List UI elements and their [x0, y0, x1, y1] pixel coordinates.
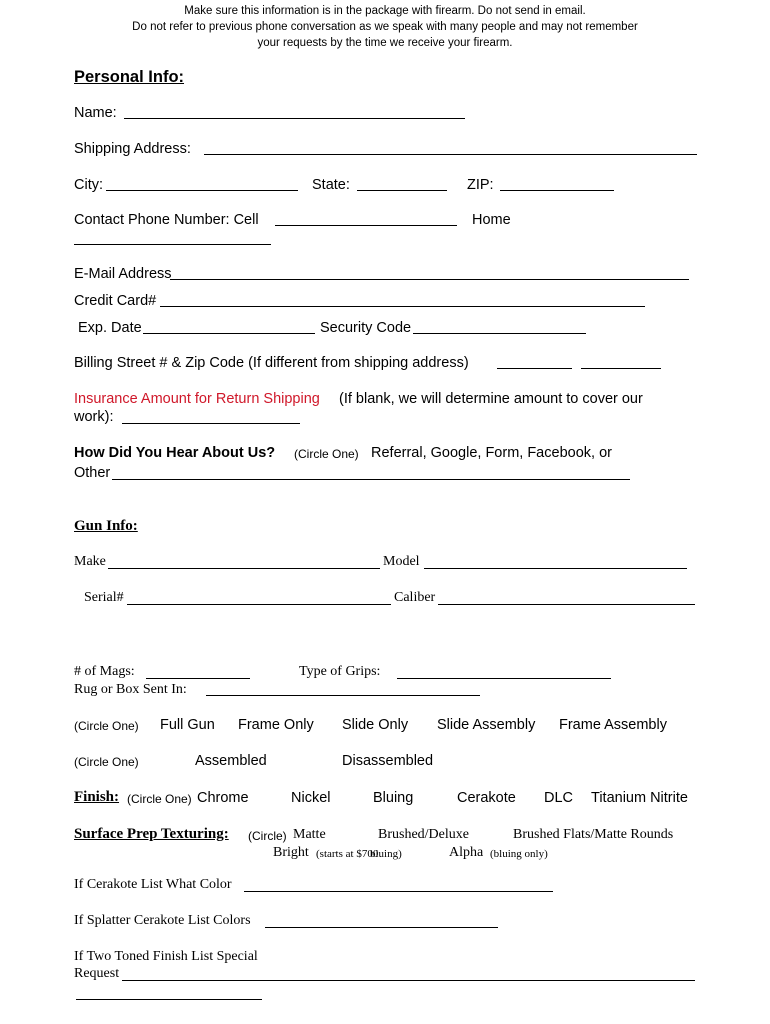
insurance-note-work: work): [74, 409, 114, 425]
splatter-colors-field[interactable] [265, 927, 498, 928]
cerakote-color-label: If Cerakote List What Color [74, 877, 232, 892]
home-phone-label: Home [472, 212, 511, 228]
splatter-colors-label: If Splatter Cerakote List Colors [74, 913, 251, 928]
request-field[interactable] [122, 980, 695, 981]
caliber-label: Caliber [394, 590, 436, 605]
notice-line-1: Make sure this information is in the package with firearm. Do not send in email. [184, 5, 586, 17]
option-slide-only[interactable]: Slide Only [342, 717, 409, 733]
finish-nickel[interactable]: Nickel [291, 790, 331, 806]
cerakote-color-field[interactable] [244, 891, 553, 892]
surface-prep-label: Surface Prep Texturing: [74, 826, 229, 842]
finish-bluing[interactable]: Bluing [373, 790, 414, 806]
city-label: City: [74, 177, 103, 193]
alpha-note: (bluing only) [490, 848, 548, 860]
insurance-note: (If blank, we will determine amount to cover our [339, 391, 643, 407]
texture-alpha[interactable]: Alpha [449, 845, 484, 860]
name-field[interactable] [124, 118, 465, 119]
mags-label: # of Mags: [74, 664, 135, 679]
finish-circle-one: (Circle One) [127, 792, 192, 806]
assembly-circle-one: (Circle One) [74, 755, 139, 769]
caliber-field[interactable] [438, 604, 695, 605]
finish-label: Finish: [74, 789, 120, 805]
zip-field[interactable] [500, 190, 614, 191]
billing-zip-field[interactable] [581, 368, 661, 369]
cell-phone-label: Contact Phone Number: Cell [74, 212, 259, 228]
state-field[interactable] [357, 190, 447, 191]
state-label: State: [312, 177, 350, 193]
other-label: Other [74, 465, 111, 481]
name-label: Name: [74, 105, 117, 121]
cell-phone-field[interactable] [275, 225, 457, 226]
bright-note-bluing: bluing) [370, 848, 402, 860]
city-field[interactable] [106, 190, 298, 191]
exp-date-label: Exp. Date [78, 320, 142, 336]
hear-options[interactable]: Referral, Google, Form, Facebook, or [371, 445, 612, 461]
personal-info-heading: Personal Info: [74, 68, 185, 86]
model-label: Model [383, 554, 420, 569]
option-frame-assembly[interactable]: Frame Assembly [559, 717, 667, 733]
credit-card-label: Credit Card# [74, 293, 157, 309]
other-field[interactable] [112, 479, 630, 480]
gun-info-heading: Gun Info: [74, 518, 138, 534]
parts-circle-one: (Circle One) [74, 719, 139, 733]
credit-card-field[interactable] [160, 306, 645, 307]
shipping-address-label: Shipping Address: [74, 141, 191, 157]
make-label: Make [74, 554, 106, 569]
option-full-gun[interactable]: Full Gun [160, 717, 215, 733]
rug-box-field[interactable] [206, 695, 480, 696]
grips-label: Type of Grips: [299, 664, 381, 679]
billing-label: Billing Street # & Zip Code (If different from shipping address) [74, 355, 469, 371]
email-label: E-Mail Address [74, 266, 172, 282]
security-code-field[interactable] [413, 333, 586, 334]
texture-matte[interactable]: Matte [293, 827, 326, 842]
two-tone-label: If Two Toned Finish List Special [74, 949, 258, 964]
option-frame-only[interactable]: Frame Only [238, 717, 314, 733]
rug-box-label: Rug or Box Sent In: [74, 682, 187, 697]
model-field[interactable] [424, 568, 687, 569]
hear-about-label: How Did You Hear About Us? [74, 445, 276, 461]
finish-dlc[interactable]: DLC [544, 790, 574, 806]
option-assembled[interactable]: Assembled [195, 753, 267, 769]
shipping-address-field[interactable] [204, 154, 697, 155]
texture-brushed-flats[interactable]: Brushed Flats/Matte Rounds [513, 827, 674, 842]
grips-field[interactable] [397, 678, 611, 679]
option-disassembled[interactable]: Disassembled [342, 753, 434, 769]
billing-street-field[interactable] [497, 368, 572, 369]
zip-label: ZIP: [467, 177, 494, 193]
make-field[interactable] [108, 568, 380, 569]
texture-bright[interactable]: Bright [273, 845, 309, 860]
email-field[interactable] [170, 279, 689, 280]
serial-field[interactable] [127, 604, 391, 605]
finish-titanium-nitrite[interactable]: Titanium Nitrite [591, 790, 688, 806]
mags-field[interactable] [146, 678, 250, 679]
texture-brushed-deluxe[interactable]: Brushed/Deluxe [378, 827, 469, 842]
request-label: Request [74, 966, 120, 981]
security-code-label: Security Code [320, 320, 412, 336]
finish-cerakote[interactable]: Cerakote [457, 790, 516, 806]
bright-note: (starts at $700 [316, 848, 379, 860]
serial-label: Serial# [84, 590, 124, 605]
notice-line-3: your requests by the time we receive your firearm. [257, 37, 513, 49]
surface-circle: (Circle) [248, 829, 287, 843]
hear-circle-one: (Circle One) [294, 447, 359, 461]
home-phone-field[interactable] [74, 244, 271, 245]
insurance-label: Insurance Amount for Return Shipping [74, 391, 320, 407]
request-field-continued[interactable] [76, 999, 262, 1000]
option-slide-assembly[interactable]: Slide Assembly [437, 717, 536, 733]
notice-line-2: Do not refer to previous phone conversation as we speak with many people and may not remember [132, 21, 638, 33]
finish-chrome[interactable]: Chrome [197, 790, 249, 806]
exp-date-field[interactable] [143, 333, 315, 334]
insurance-amount-field[interactable] [122, 423, 300, 424]
